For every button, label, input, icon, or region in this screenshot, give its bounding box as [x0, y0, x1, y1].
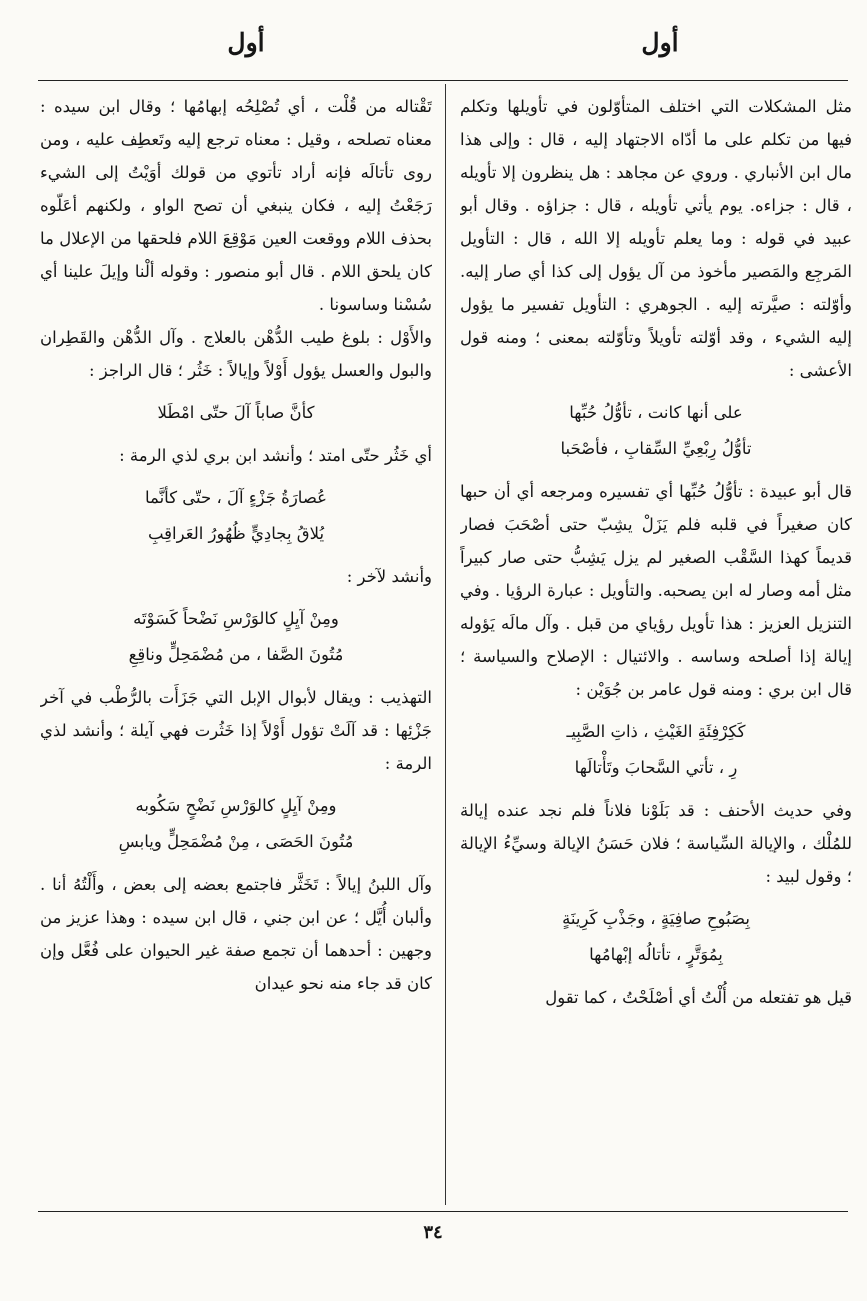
verse-line: رِ ، تأتي السَّحابَ وتَأْتالَها	[574, 758, 738, 777]
verse-line: كَكِرْفِئَةِ الغَيْثِ ، ذاتِ الصَّبِيـ	[566, 722, 746, 741]
verse	[40, 395, 432, 431]
page-number: ٣٤	[423, 1222, 443, 1243]
verse-line: مُتُونَ الصَّفا ، من مُضْمَحِلٍّ وناقِعِ	[128, 645, 344, 664]
verse	[40, 480, 432, 552]
verse	[460, 714, 852, 786]
paragraph: والأَوْل : بلوغ طيب الدُّهْن بالعلاج . وآل الدُّهْن والقَطِران والبول والعسل يؤول أَوْلاً وإيالاً : خَثُر ؛ قال الراجز :	[40, 328, 432, 380]
verse	[40, 601, 432, 673]
paragraph: قيل هو تفتعله من أُلْتُ أي أصْلَحْتُ ، كما تقول	[545, 988, 852, 1007]
verse-line: ومِنْ آيِلٍ كالوَرْسِ نَضْحٍ سَكُوبه	[135, 796, 337, 815]
paragraph: التهذيب : ويقال لأبوال الإبل التي جَزَأَت بالرُّطْب في آخر جَزْئِها : قد آلَتْ تؤول أَوْلاً إذا خَثُرت فهي آيلة ؛ وأنشد لذي الرمة :	[40, 688, 432, 773]
paragraph: تَقْتاله من قُلْت ، أي تُصْلِحُه إبهامُها ؛ وقال ابن سيده : معناه تصلحه ، وقيل : معناه ترجع إليه وتَعطِف عليه ، ومن روى تأتالَه فإنه أراد تأتوي من قولك أوَيْتُ إلى الشيء رَجَعْتُ إليه ، فكان ينبغي أن تصح الواو ، ولكنهم أعَلّوه بحذف اللام ووقعت العين مَوْقِعَ اللام فلحقها من الإعلال ما كان يلحق اللام . قال أبو منصور : وقوله ألْنا وإيلَ علينا أي سُسْنا وساسونا .	[40, 97, 432, 314]
verse	[460, 395, 852, 467]
verse-line: عُصارَةُ جَزْءٍ آلَ ، حتّى كأنَّما	[145, 488, 327, 507]
verse-line: على أنها كانت ، تأوُّلُ حُبِّها	[569, 403, 743, 422]
paragraph: وفي حديث الأحنف : قد بَلَوْنا فلاناً فلم نجد عنده إيالة للمُلْك ، والإيالة السِّياسة ؛ فلان حَسَنُ الإيالة وسيِّءُ الإيالة ؛ وقول لبيد :	[460, 801, 852, 886]
paragraph: قال أبو عبيدة : تأوُّلُ حُبِّها أي تفسيره ومرجعه أي أن حبها كان صغيراً في قلبه فلم يَزَلْ يشِبّ حتى أصْحَبَ فصار قديماً كهذا السَّقْب الصغير لم يزل يَشِبُّ حتى صار كبيراً مثل أمه وصار له ابن يصحبه. والتأويل : عبارة الرؤيا . وفي التنزيل العزيز : هذا تأويل رؤياي من قبل . وآل مالَه يَؤوله إيالة إذا أصلحه وساسه . والائتيال : الإصلاح والسياسة ؛ قال ابن بري : ومنه قول عامر بن جُوَيْن :	[460, 482, 852, 699]
verse-line: تأوُّلُ رِبْعِيِّ السِّقابِ ، فأصْحَبا	[560, 439, 752, 458]
paragraph: مثل المشكلات التي اختلف المتأوّلون في تأويلها وتكلم فيها من تكلم على ما أدّاه الاجتهاد إليه ، قال : وإلى هذا مال ابن الأنباري . وروي عن مجاهد : هل ينظرون إلا تأويله ، قال : جزاءه. يوم يأتي تأويله ، قال : جزاؤه . وقال أبو عبيد في قوله : وما يعلم تأويله إلا الله ، قال : التأويل المَرجِع والمَصير مأخوذ من آل يؤول إلى كذا أي صار إليه. وأوّلته : صيَّرته إليه . الجوهري : التأويل تفسير ما يؤول إليه الشيء ، وقد أوّلته تأويلاً وتأوّلته بمعنى ؛ ومنه قول الأعشى :	[460, 97, 852, 380]
left-column	[40, 90, 432, 1202]
right-column	[460, 90, 852, 1202]
verse-line: ومِنْ آيِلٍ كالوَرْسِ نَضْحاً كَسَوْتَه	[133, 609, 339, 628]
verse	[40, 788, 432, 860]
paragraph: وآل اللبنُ إيالاً : تَخَثَّر فاجتمع بعضه إلى بعض ، وأَلْتُهُ أنا . وألبان أُيَّل ؛ عن ابن جني ، قال ابن سيده : وهذا عزيز من وجهين : أحدهما أن تجمع صفة غير الحيوان على فُعَّل وإن كان قد جاء منه نحو عيدان	[40, 875, 432, 993]
running-head-right: أول	[641, 28, 679, 57]
footer-rule	[38, 1211, 848, 1212]
verse	[460, 901, 852, 973]
column-divider	[445, 84, 446, 1205]
verse-line: كأنَّ صاباً آلَ حتّى امْطَلا	[157, 403, 315, 422]
header-rule	[38, 80, 848, 81]
running-head-left: أول	[227, 28, 265, 57]
verse-line: يُلاقُ بِجادِيٍّ ظُهُورُ العَراقِبِ	[147, 524, 325, 543]
paragraph: وأنشد لآخر :	[346, 567, 432, 586]
paragraph: أي خَثُر حتّى امتد ؛ وأنشد ابن بري لذي الرمة :	[119, 446, 432, 465]
verse-line: بِمُوَتَّرٍ ، تأتالُه إبْهامُها	[589, 945, 723, 964]
verse-line: بِصَبُوحِ صافِيَةٍ ، وجَذْبِ كَرِينَةٍ	[562, 909, 750, 928]
verse-line: مُتُونَ الحَصَى ، مِنْ مُضْمَحِلٍّ ويابسِ	[118, 832, 354, 851]
